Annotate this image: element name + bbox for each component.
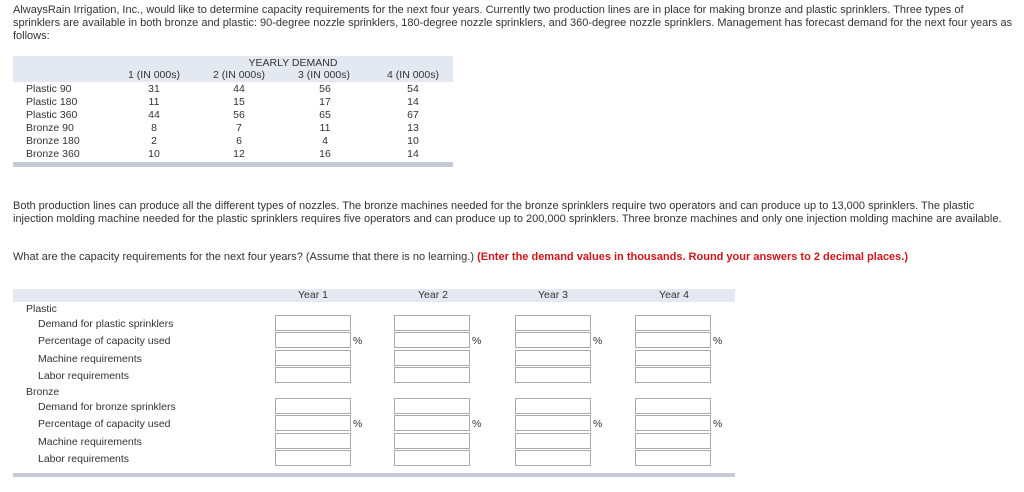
row-label-plastic-machine: Machine requirements [38, 353, 142, 365]
row-label-plastic-labor: Labor requirements [38, 370, 130, 382]
demand-cell: 10 [148, 148, 160, 160]
bronze-demand-year2-input[interactable] [394, 398, 470, 414]
demand-row-label: Plastic 180 [26, 96, 78, 108]
percent-sign: % [353, 418, 363, 430]
capacity-requirements-table [13, 289, 735, 477]
demand-cell: 11 [148, 96, 160, 108]
demand-cell: 56 [319, 83, 331, 95]
demand-cell: 6 [236, 135, 242, 147]
bronze-machine-year1-input[interactable] [275, 433, 351, 449]
plastic-labor-year3-input[interactable] [515, 367, 591, 383]
bronze-demand-year1-input[interactable] [275, 398, 351, 414]
question-paragraph [13, 251, 1013, 264]
bronze-percentage-year2-input[interactable] [394, 415, 470, 431]
bronze-percentage-year1-input[interactable] [275, 415, 351, 431]
plastic-machine-year2-input[interactable] [394, 350, 470, 366]
percent-sign: % [353, 335, 363, 347]
intro-paragraph: AlwaysRain Irrigation, Inc., would like to determine capacity requirements for the next four years. Currently two production lines are in place for making bronze and plastic sprinklers. Three types of sprinklers are available in both bronze and plastic: 90-degree nozzle sprinklers, 180-degree nozzle sprinklers, and 360-degree nozzle sprinklers. Management has forecast demand for the next four years as follows: [13, 4, 1013, 42]
row-label-plastic-percentage: Percentage of capacity used [38, 335, 171, 347]
bronze-machine-year2-input[interactable] [394, 433, 470, 449]
row-label-plastic-demand: Demand for plastic sprinklers [38, 318, 174, 330]
instruction-text: (Enter the demand values in thousands. Round your answers to 2 decimal places.) [477, 251, 909, 263]
demand-cell: 67 [407, 109, 419, 121]
demand-col-header: 4 (IN 000s) [387, 69, 439, 81]
bronze-demand-year3-input[interactable] [515, 398, 591, 414]
demand-cell: 11 [319, 122, 331, 134]
demand-cell: 12 [233, 148, 245, 160]
demand-cell: 54 [407, 83, 419, 95]
demand-cell: 2 [151, 135, 157, 147]
percent-sign: % [593, 335, 603, 347]
demand-row-label: Bronze 180 [26, 135, 80, 147]
plastic-demand-year3-input[interactable] [515, 315, 591, 331]
percent-sign: % [472, 335, 482, 347]
bronze-labor-year1-input[interactable] [275, 450, 351, 466]
plastic-demand-year4-input[interactable] [635, 315, 711, 331]
demand-cell: 31 [148, 83, 160, 95]
demand-cell: 4 [322, 135, 328, 147]
percent-sign: % [713, 335, 723, 347]
demand-col-header: 1 (IN 000s) [128, 69, 180, 81]
demand-row-label: Plastic 360 [26, 109, 78, 121]
demand-row-label: Bronze 90 [26, 122, 74, 134]
bronze-percentage-year3-input[interactable] [515, 415, 591, 431]
demand-cell: 7 [236, 122, 242, 134]
demand-cell: 16 [319, 148, 331, 160]
bronze-machine-year4-input[interactable] [635, 433, 711, 449]
question-text: What are the capacity requirements for the next four years? (Assume that there is no learning.) [13, 251, 475, 263]
demand-cell: 65 [319, 109, 331, 121]
bronze-percentage-year4-input[interactable] [635, 415, 711, 431]
bronze-labor-year4-input[interactable] [635, 450, 711, 466]
plastic-labor-year4-input[interactable] [635, 367, 711, 383]
demand-cell: 17 [319, 96, 331, 108]
percent-sign: % [713, 418, 723, 430]
row-label-bronze-labor: Labor requirements [38, 453, 130, 465]
plastic-labor-year2-input[interactable] [394, 367, 470, 383]
percent-sign: % [593, 418, 603, 430]
year-header: Year 4 [659, 289, 689, 301]
plastic-demand-year2-input[interactable] [394, 315, 470, 331]
demand-cell: 10 [407, 135, 419, 147]
bronze-demand-year4-input[interactable] [635, 398, 711, 414]
demand-cell: 14 [407, 96, 419, 108]
section-label-bronze: Bronze [26, 386, 60, 398]
demand-cell: 13 [407, 122, 419, 134]
bronze-labor-year3-input[interactable] [515, 450, 591, 466]
plastic-percentage-year2-input[interactable] [394, 332, 470, 348]
row-label-bronze-percentage: Percentage of capacity used [38, 418, 171, 430]
plastic-percentage-year4-input[interactable] [635, 332, 711, 348]
demand-table-caption: YEARLY DEMAND [248, 57, 338, 69]
year-header: Year 3 [538, 289, 568, 301]
demand-cell: 44 [233, 83, 245, 95]
percent-sign: % [472, 418, 482, 430]
yearly-demand-table [13, 56, 453, 168]
demand-cell: 56 [233, 109, 245, 121]
table-bottom-rule [13, 162, 453, 167]
plastic-machine-year4-input[interactable] [635, 350, 711, 366]
body-paragraph: Both production lines can produce all the different types of nozzles. The bronze machines needed for the bronze sprinklers require two operators and can produce up to 13,000 sprinklers. The plastic injection molding machine needed for the plastic sprinklers requires five operators and can produce up to 200,000 sprinklers. Three bronze machines and only one injection molding machine are available. [13, 200, 1002, 225]
row-label-bronze-demand: Demand for bronze sprinklers [38, 401, 176, 413]
demand-cell: 14 [407, 148, 419, 160]
plastic-percentage-year1-input[interactable] [275, 332, 351, 348]
demand-row-label: Bronze 360 [26, 148, 80, 160]
demand-col-header: 2 (IN 000s) [213, 69, 265, 81]
bronze-machine-year3-input[interactable] [515, 433, 591, 449]
row-label-bronze-machine: Machine requirements [38, 436, 142, 448]
section-label-plastic: Plastic [26, 303, 57, 315]
year-header: Year 2 [418, 289, 448, 301]
demand-row-label: Plastic 90 [26, 83, 72, 95]
bronze-labor-year2-input[interactable] [394, 450, 470, 466]
table-bottom-rule [13, 473, 735, 477]
demand-cell: 8 [151, 122, 157, 134]
demand-cell: 15 [233, 96, 245, 108]
plastic-percentage-year3-input[interactable] [515, 332, 591, 348]
plastic-labor-year1-input[interactable] [275, 367, 351, 383]
plastic-machine-year1-input[interactable] [275, 350, 351, 366]
plastic-demand-year1-input[interactable] [275, 315, 351, 331]
demand-cell: 44 [148, 109, 160, 121]
year-header: Year 1 [298, 289, 328, 301]
plastic-machine-year3-input[interactable] [515, 350, 591, 366]
demand-col-header: 3 (IN 000s) [298, 69, 350, 81]
